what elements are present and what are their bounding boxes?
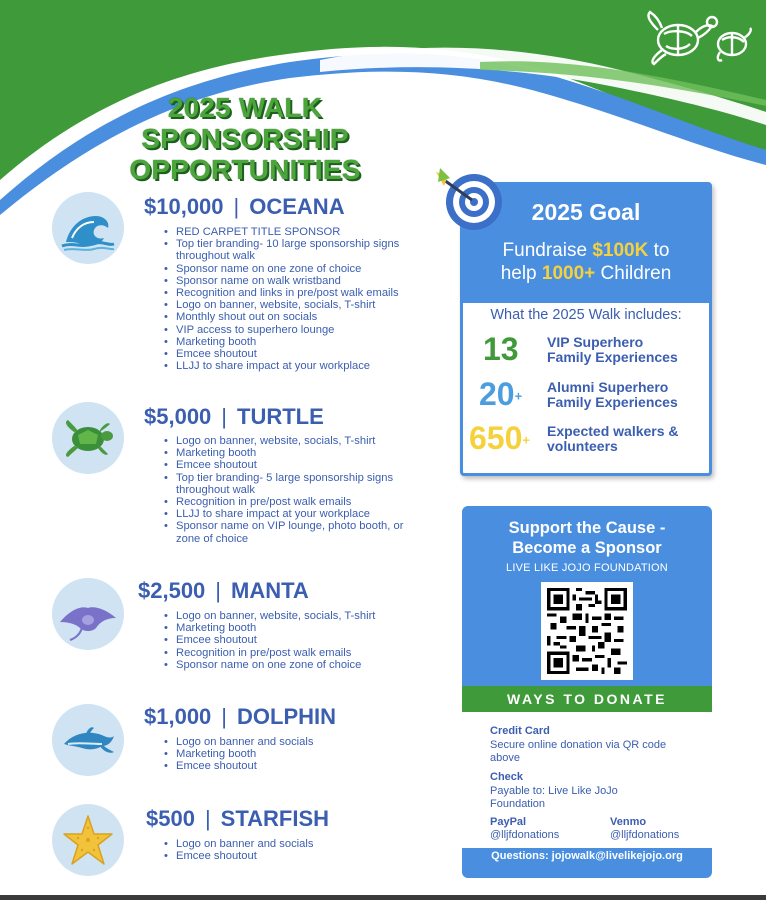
list-item: • Recognition in pre/post walk emails [164, 496, 424, 508]
list-item: • Monthly shout out on socials [164, 311, 424, 323]
stat-vip [463, 331, 709, 371]
stat-label-line: Family Experiences [547, 394, 678, 410]
check-label: Check [490, 771, 524, 783]
tier-heading: $5,000 | TURTLE [144, 404, 324, 429]
bottom-border [0, 895, 766, 900]
goal-line-1 [463, 239, 709, 262]
tier-name: OCEANA [249, 194, 345, 219]
benefit-list [164, 610, 424, 671]
stat-label-line: Expected walkers & [547, 423, 679, 439]
list-item: • Sponsor name on walk wristband [164, 275, 424, 287]
paypal-label: PayPal [490, 816, 527, 828]
tier-heading: $500 | STARFISH [146, 806, 330, 831]
stat-value: 20 [479, 376, 515, 412]
questions-email[interactable]: Questions: jojowalk@livelikejojo.org [491, 850, 683, 862]
list-item: • Marketing booth [164, 748, 424, 760]
list-item: • Marketing booth [164, 622, 424, 634]
goal-text: Fundraise [502, 240, 593, 261]
support-title-line: Support the Cause - [508, 519, 666, 537]
stat-alumni [463, 376, 709, 416]
donation-methods [462, 712, 712, 848]
tier-heading: $10,000 | OCEANA [144, 194, 345, 219]
benefit-list [164, 435, 424, 545]
stat-walkers [463, 420, 709, 460]
title-line: 2025 WALK [167, 92, 323, 123]
benefit-list [164, 736, 424, 773]
list-item: • RED CARPET TITLE SPONSOR [164, 226, 424, 238]
list-item: • Top tier branding- 5 large sponsorship signs throughout walk [164, 472, 424, 496]
page-title [100, 92, 390, 185]
tier-heading: $1,000 | DOLPHIN [144, 704, 337, 729]
tier-amount: $10,000 [144, 194, 224, 219]
list-item: • LLJJ to share impact at your workplace [164, 360, 424, 372]
turtle-icon [52, 402, 124, 474]
benefit-list [164, 838, 424, 862]
tier-amount: $500 [146, 806, 195, 831]
stat-label-line: Alumni Superhero [547, 379, 669, 395]
target-icon [432, 166, 506, 234]
support-card [462, 506, 712, 878]
list-item: • Logo on banner, website, socials, T-shirt [164, 610, 424, 622]
turtle-logo-icon [640, 8, 755, 68]
list-item: • Logo on banner, website, socials, T-shirt [164, 435, 424, 447]
list-item: • Logo on banner, website, socials, T-shirt [164, 299, 424, 311]
tier-heading: $2,500 | MANTA [138, 578, 309, 603]
support-title-line: Become a Sponsor [512, 539, 662, 557]
stat-value: 650 [469, 420, 523, 456]
stat-number [469, 420, 530, 459]
goal-text: help [500, 263, 542, 284]
paypal-handle[interactable]: @lljfdonations [490, 829, 560, 841]
goal-subtitle [463, 239, 709, 285]
stat-label [547, 424, 707, 454]
qr-code[interactable] [541, 582, 633, 680]
list-item: • Recognition in pre/post walk emails [164, 647, 424, 659]
list-item: • LLJJ to share impact at your workplace [164, 508, 424, 520]
tier-name: TURTLE [237, 404, 324, 429]
list-item: • VIP access to superhero lounge [164, 324, 424, 336]
tier-name: STARFISH [220, 806, 330, 831]
check-text: Payable to: Live Like JoJo Foundation [490, 785, 618, 810]
stat-number [479, 376, 522, 415]
list-item: • Sponsor name on one zone of choice [164, 659, 424, 671]
list-item: • Sponsor name on one zone of choice [164, 263, 424, 275]
benefit-list [164, 226, 424, 372]
tier-amount: $1,000 [144, 704, 212, 729]
tier-name: DOLPHIN [237, 704, 337, 729]
credit-card-label: Credit Card [490, 725, 550, 737]
stat-value: 13 [483, 331, 519, 367]
manta-ray-icon [52, 578, 124, 650]
stat-label-line: VIP Superhero [547, 334, 644, 350]
list-item: • Emcee shoutout [164, 760, 424, 772]
starfish-icon [52, 804, 124, 876]
tier-amount: $5,000 [144, 404, 212, 429]
goal-text: to [648, 240, 670, 261]
tier-name: MANTA [231, 578, 309, 603]
stat-label [547, 335, 707, 365]
stat-plus: + [522, 432, 530, 448]
goal-amount: $100K [592, 240, 649, 261]
list-item: • Marketing booth [164, 447, 424, 459]
goal-children: 1000+ [541, 263, 596, 284]
list-item: • Top tier branding- 10 large sponsorship signs throughout walk [164, 238, 424, 262]
venmo-label: Venmo [610, 816, 647, 828]
includes-heading: What the 2025 Walk includes: [490, 307, 682, 323]
venmo-handle[interactable]: @lljfdonations [610, 829, 680, 841]
stat-plus: + [514, 388, 523, 404]
list-item: • Sponsor name on VIP lounge, photo booth, or zone of choice [164, 520, 424, 544]
stat-label-line: volunteers [547, 438, 618, 454]
list-item: • Logo on banner and socials [164, 838, 424, 850]
stat-label-line: Family Experiences [547, 349, 678, 365]
tier-amount: $2,500 [138, 578, 206, 603]
list-item: • Marketing booth [164, 336, 424, 348]
list-item: • Emcee shoutout [164, 459, 424, 471]
dolphin-icon [52, 704, 124, 776]
credit-card-text: Secure online donation via QR code above [490, 739, 667, 764]
list-item: • Emcee shoutout [164, 634, 424, 646]
qr-code-icon [547, 588, 627, 674]
list-item: • Emcee shoutout [164, 850, 424, 862]
wave-icon [52, 192, 124, 264]
title-line: SPONSORSHIP [141, 123, 349, 154]
stat-number [483, 331, 519, 367]
stat-label [547, 380, 707, 410]
ways-to-donate-header: WAYS TO DONATE [462, 686, 712, 712]
support-title [462, 518, 712, 558]
organization-name: LIVE LIKE JOJO FOUNDATION [506, 562, 668, 574]
goal-line-2 [463, 262, 709, 285]
list-item: • Recognition and links in pre/post walk emails [164, 287, 424, 299]
title-line: OPPORTUNITIES [129, 154, 361, 185]
goal-text: Children [595, 263, 672, 284]
list-item: • Emcee shoutout [164, 348, 424, 360]
list-item: • Logo on banner and socials [164, 736, 424, 748]
goal-title: 2025 Goal [531, 199, 641, 225]
